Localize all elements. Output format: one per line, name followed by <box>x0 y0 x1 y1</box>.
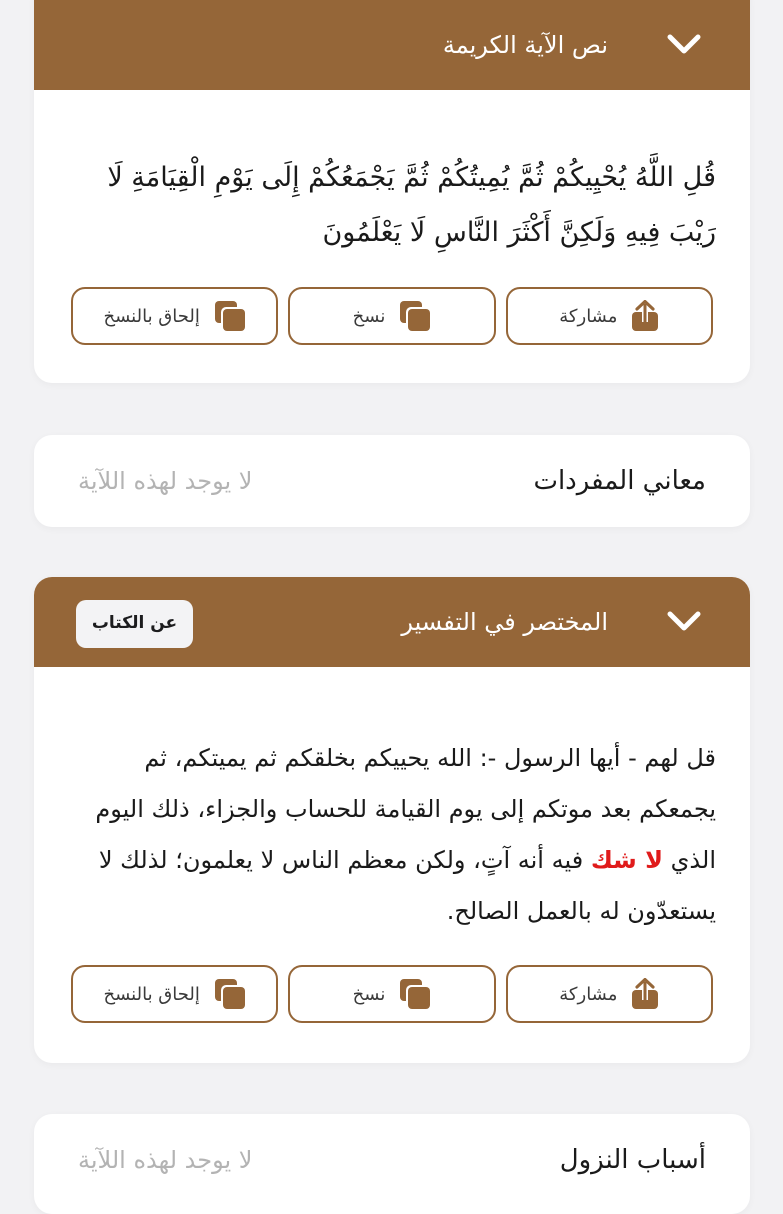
copy-icon <box>399 300 431 332</box>
tafsir-text-end: فيه أنه آتٍ، ولكن معظم الناس لا يعلمون؛ لذلك لا يستعدّون له بالعمل الصالح. <box>98 846 716 925</box>
share-icon <box>631 300 659 332</box>
chevron-down-icon[interactable] <box>664 602 704 642</box>
tafsir-highlight: لا شك <box>590 846 663 874</box>
vocab-card[interactable] <box>34 435 750 527</box>
verse-card-header[interactable] <box>34 0 750 90</box>
copy-button[interactable] <box>288 287 495 345</box>
tafsir-text-start: قل لهم - أيها الرسول -: الله يحييكم بخلقكم ثم يميتكم، ثم يجمعكم بعد موتكم إلى يوم القيامة للحساب والجزاء، ذلك اليوم الذي <box>95 744 716 874</box>
chevron-down-icon[interactable] <box>664 25 704 65</box>
copy-icon <box>399 978 431 1010</box>
tafsir-section-title: المختصر في التفسير <box>401 608 608 636</box>
append-copy-label: إلحاق بالنسخ <box>103 305 200 327</box>
about-book-button[interactable]: عن الكتاب <box>76 600 193 648</box>
append-copy-icon <box>214 978 246 1010</box>
tafsir-actions <box>71 965 713 1023</box>
append-copy-label: إلحاق بالنسخ <box>103 983 200 1005</box>
reasons-empty-text: لا يوجد لهذه اللآية <box>78 1146 253 1174</box>
verse-section-title: نص الآية الكريمة <box>442 31 608 59</box>
share-button[interactable] <box>506 965 713 1023</box>
share-label: مشاركة <box>559 983 618 1005</box>
tafsir-text <box>34 733 750 937</box>
tafsir-card-header[interactable] <box>34 577 750 667</box>
copy-label: نسخ <box>352 305 386 327</box>
verse-text: قُلِ اللَّهُ يُحْيِيكُمْ ثُمَّ يُمِيتُكُمْ ثُمَّ يَجْمَعُكُمْ إِلَى يَوْمِ الْقِيَامَةِ لَا رَيْبَ فِيهِ وَلَكِنَّ أَكْثَرَ النَّاسِ لَا يَعْلَمُونَ <box>107 162 716 248</box>
reasons-section-title: أسباب النزول <box>559 1145 706 1175</box>
vocab-empty-text: لا يوجد لهذه اللآية <box>78 467 253 495</box>
tafsir-card <box>34 577 750 1063</box>
append-copy-icon <box>214 300 246 332</box>
copy-button[interactable] <box>288 965 495 1023</box>
vocab-section-title: معاني المفردات <box>533 466 706 496</box>
share-icon <box>631 978 659 1010</box>
share-button[interactable] <box>506 287 713 345</box>
reasons-card[interactable] <box>34 1114 750 1214</box>
share-label: مشاركة <box>559 305 618 327</box>
append-copy-button[interactable] <box>71 287 278 345</box>
append-copy-button[interactable] <box>71 965 278 1023</box>
verse-card <box>34 0 750 383</box>
copy-label: نسخ <box>352 983 386 1005</box>
verse-actions <box>71 287 713 345</box>
